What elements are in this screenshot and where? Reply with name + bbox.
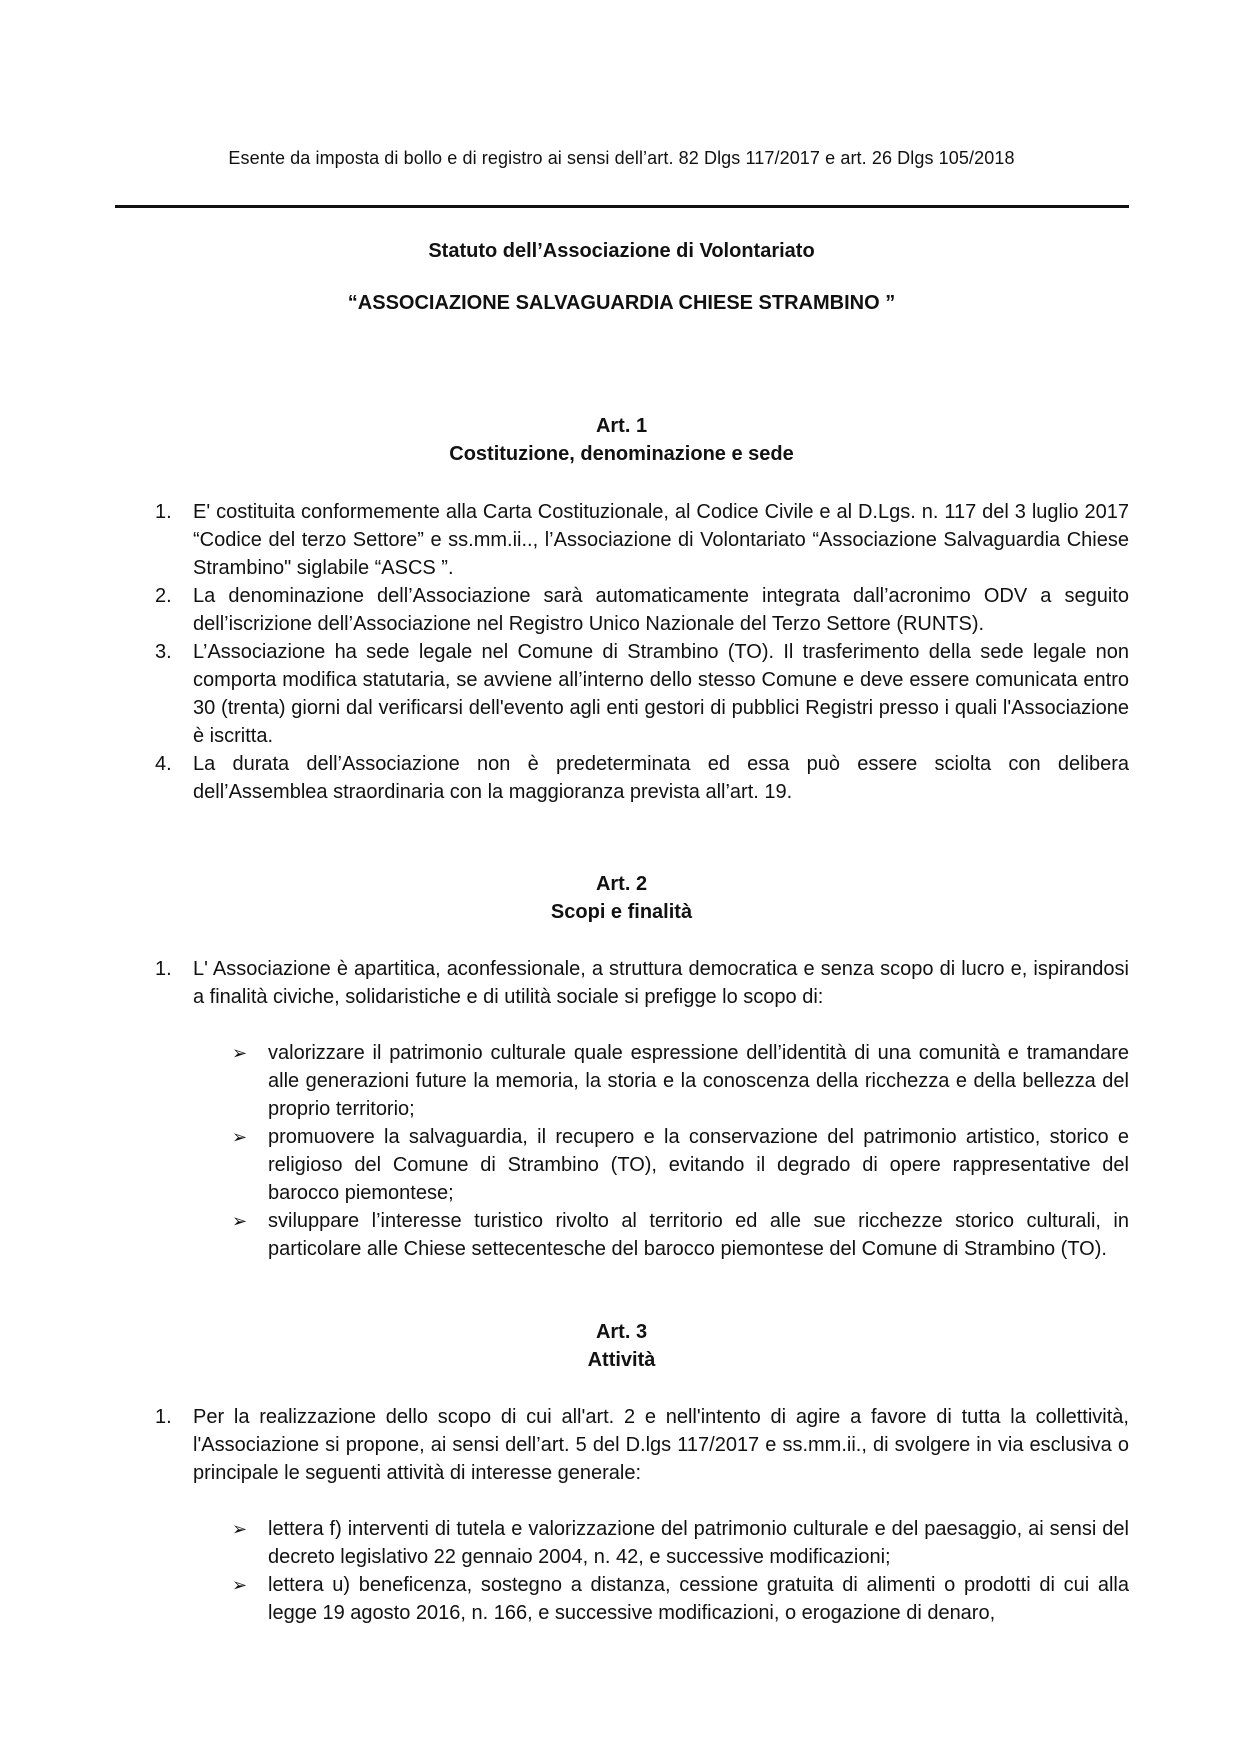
arrow-bullet-icon: ➢: [232, 1575, 248, 1595]
item-text: La durata dell’Associazione non è predeterminata ed essa può essere sciolta con delibera dell’Assemblea straordinaria con la maggioranza prevista all’art. 19.: [193, 753, 1129, 803]
item-number: 1.: [155, 958, 172, 980]
list-item: [0, 1571, 1241, 1627]
list-item: [0, 1039, 1241, 1123]
association-name: “ASSOCIAZIONE SALVAGUARDIA CHIESE STRAMBINO ”: [347, 292, 896, 314]
bullet-text: valorizzare il patrimonio culturale quale espressione dell’identità di una comunità e tramandare alle generazioni future la memoria, la storia e la conoscenza della ricchezza e della bellezza del proprio territorio;: [268, 1042, 1129, 1120]
article-2-number: Art. 2: [595, 873, 648, 895]
item-number: 1.: [155, 1406, 172, 1428]
list-item: [0, 955, 1241, 1011]
article-3-bullets: [0, 1515, 1241, 1627]
list-item: [0, 638, 1241, 750]
list-item: [0, 1207, 1241, 1263]
item-text: Per la realizzazione dello scopo di cui all'art. 2 e nell'intento di agire a favore di tutta la collettività, l'Associazione si propone, ai sensi dell’art. 5 del D.lgs 117/2017 e ss.mm.ii., di svolgere in via esclusiva o principale le seguenti attività di interesse generale:: [193, 1406, 1129, 1484]
list-item: [0, 1123, 1241, 1207]
header-divider: [115, 205, 1129, 208]
arrow-bullet-icon: ➢: [232, 1127, 248, 1147]
item-number: 1.: [155, 501, 172, 523]
bullet-text: sviluppare l’interesse turistico rivolto al territorio ed alle sue ricchezze storico culturali, in particolare alle Chiese settecentesche del barocco piemontese del Comune di Strambino (TO).: [268, 1210, 1129, 1260]
bullet-text: lettera u) beneficenza, sostegno a distanza, cessione gratuita di alimenti o prodotti di cui alla legge 19 agosto 2016, n. 166, e successive modificazioni, o erogazione di denaro,: [268, 1574, 1129, 1624]
list-item: [0, 582, 1241, 638]
item-number: 3.: [155, 641, 172, 663]
bullet-text: lettera f) interventi di tutela e valorizzazione del patrimonio culturale e del paesaggio, ai sensi del decreto legislativo 22 gennaio 2004, n. 42, e successive modificazioni;: [268, 1518, 1129, 1568]
item-text: L' Associazione è apartitica, aconfessionale, a struttura democratica e senza scopo di lucro e, ispirandosi a finalità civiche, solidaristiche e di utilità sociale si prefigge lo scopo di:: [193, 958, 1129, 1008]
item-text: La denominazione dell’Associazione sarà automaticamente integrata dall’acronimo ODV a seguito dell’iscrizione dell’Associazione nel Registro Unico Nazionale del Terzo Settore (RUNTS).: [193, 585, 1129, 635]
article-1-number: Art. 1: [595, 415, 648, 437]
arrow-bullet-icon: ➢: [232, 1519, 248, 1539]
article-2-bullets: [0, 1039, 1241, 1263]
article-1-heading: Costituzione, denominazione e sede: [449, 443, 794, 465]
list-item: [0, 1403, 1241, 1487]
list-item: [0, 750, 1241, 806]
arrow-bullet-icon: ➢: [232, 1211, 248, 1231]
item-text: E' costituita conformemente alla Carta Costituzionale, al Codice Civile e al D.Lgs. n. 117 del 3 luglio 2017 “Codice del terzo Settore” e ss.mm.ii.., l’Associazione di Volontariato “Associazione Salvaguardia Chiese Strambino" siglabile “ASCS ”.: [193, 501, 1129, 579]
article-3-heading: Attività: [587, 1349, 656, 1371]
list-item: [0, 498, 1241, 582]
item-text: L’Associazione ha sede legale nel Comune di Strambino (TO). Il trasferimento della sede legale non comporta modifica statutaria, se avviene all’interno dello stesso Comune e deve essere comunicata entro 30 (trenta) giorni dal verificarsi dell'evento agli enti gestori di pubblici Registri presso i quali l'Associazione è iscritta.: [193, 641, 1129, 747]
item-number: 4.: [155, 753, 172, 775]
bullet-text: promuovere la salvaguardia, il recupero e la conservazione del patrimonio artistico, storico e religioso del Comune di Strambino (TO), evitando il degrado di opere rappresentative del barocco piemontese;: [268, 1126, 1129, 1204]
article-3-number: Art. 3: [595, 1321, 648, 1343]
tax-exemption-note: Esente da imposta di bollo e di registro ai sensi dell’art. 82 Dlgs 117/2017 e art. 26 Dlgs 105/2018: [228, 148, 1015, 168]
list-item: [0, 1515, 1241, 1571]
arrow-bullet-icon: ➢: [232, 1043, 248, 1063]
article-2-heading: Scopi e finalità: [550, 901, 693, 923]
article-1-list: [0, 498, 1241, 806]
article-3-list: [0, 1403, 1241, 1487]
item-number: 2.: [155, 585, 172, 607]
article-2-list: [0, 955, 1241, 1011]
statute-title: Statuto dell’Associazione di Volontariato: [428, 240, 815, 262]
